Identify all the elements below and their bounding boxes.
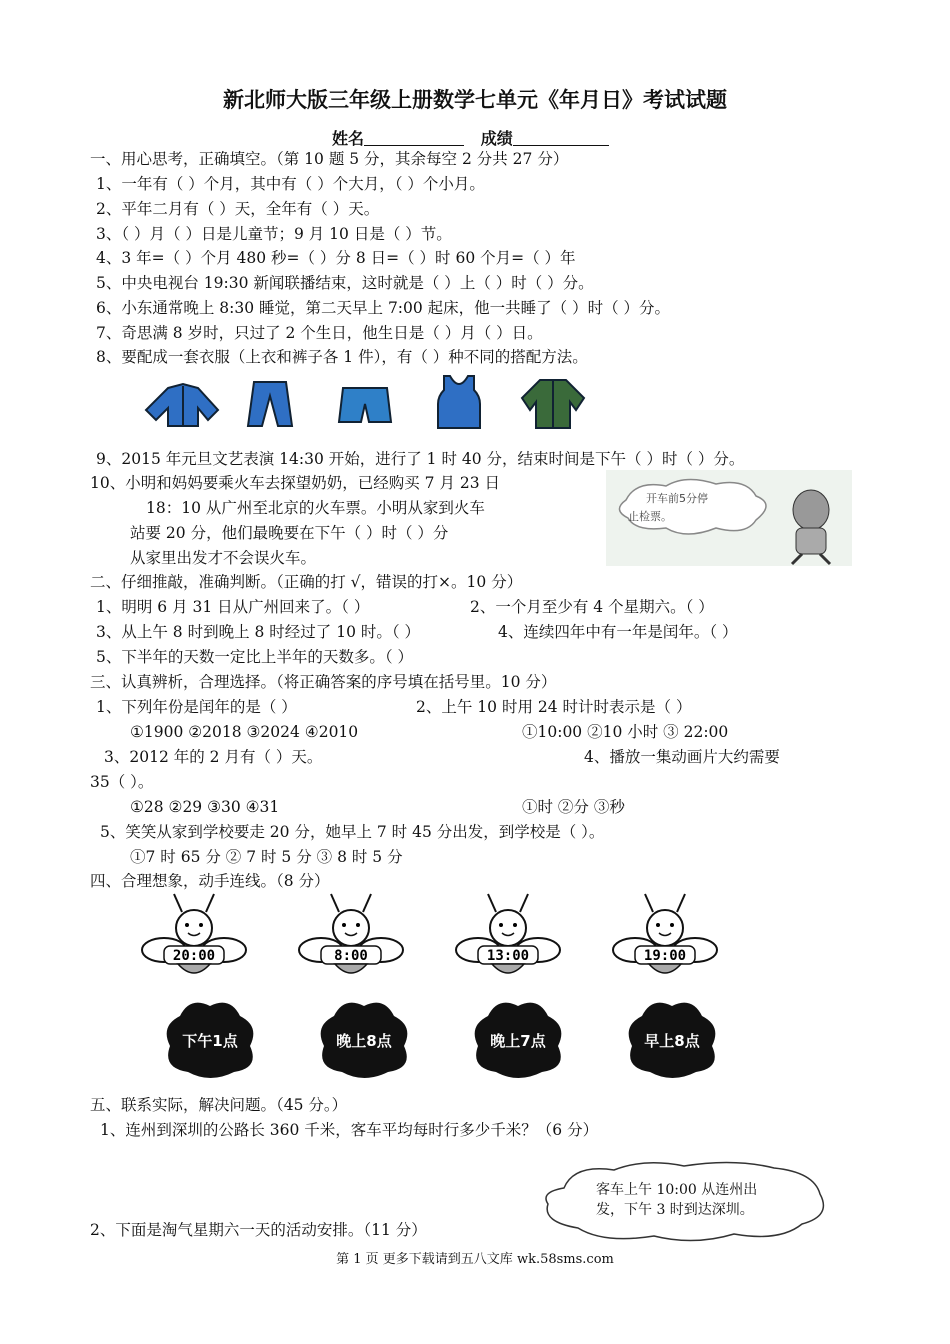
judge-question: 4、连续四年中有一年是闰年。（ ）: [498, 623, 738, 641]
bee-item: [456, 894, 560, 973]
section1-heading: 一、用心思考，正确填空。（第 10 题 5 分，其余每空 2 分共 27 分）: [90, 150, 569, 168]
bubble-line: 客车上午 10:00 从连州出: [596, 1182, 758, 1198]
question-cont: 18：10 从广州至北京的火车票。小明从家到火车: [146, 499, 485, 517]
vest-icon: [434, 374, 484, 430]
flower-item: [475, 1003, 562, 1078]
section2-heading: 二、仔细推敲，准确判断。（正确的打 √，错误的打×。10 分）: [90, 573, 523, 591]
question: 1、一年有（ ）个月，其中有（ ）个大月，（ ）个小月。: [96, 175, 485, 193]
bee-time-label: 8:00: [334, 948, 368, 964]
choice-question: 4、播放一集动画片大约需要: [584, 748, 780, 766]
problem-question: 1、连州到深圳的公路长 360 千米，客车平均每时行多少千米？（6 分）: [100, 1121, 599, 1139]
bee-item: [613, 894, 717, 973]
flower-time-label: 晚上8点: [336, 1032, 392, 1050]
flower-time-label: 晚上7点: [490, 1032, 546, 1050]
score-label: 成绩: [480, 129, 513, 148]
flower-item: [321, 1003, 408, 1078]
choice-question: 5、笑笑从家到学校要走 20 分，她早上 7 时 45 分出发，到学校是（ ）。: [100, 823, 605, 841]
choice-options: ①28 ②29 ③30 ④31: [130, 798, 280, 816]
section3-heading: 三、认真辨析，合理选择。（将正确答案的序号填在括号里。10 分）: [90, 673, 557, 691]
choice-question: 3、2012 年的 2 月有（ ）天。: [104, 748, 323, 766]
question: 9、2015 年元旦文艺表演 14:30 开始，进行了 1 时 40 分，结束时间是下午（ ）时（ ）分。: [96, 450, 745, 468]
bubble-line: 发，下午 3 时到达深圳。: [596, 1202, 754, 1218]
judge-question: 3、从上午 8 时到晚上 8 时经过了 10 时。（ ）: [96, 623, 421, 641]
question-cont: 站要 20 分，他们最晚要在下午（ ）时（ ）分: [130, 524, 449, 542]
jacket-icon: [138, 380, 228, 430]
page-title: 新北师大版三年级上册数学七单元《年月日》考试试题: [223, 88, 727, 112]
name-blank[interactable]: [364, 129, 464, 146]
question: 8、要配成一套衣服（上衣和裤子各 1 件），有（ ）种不同的搭配方法。: [96, 348, 588, 366]
score-blank[interactable]: [513, 129, 609, 146]
flower-row: [160, 996, 740, 1080]
problem-question: 2、下面是淘气星期六一天的活动安排。（11 分）: [90, 1221, 427, 1239]
question: 10、小明和妈妈要乘火车去探望奶奶，已经购买 7 月 23 日: [90, 474, 501, 492]
question: 6、小东通常晚上 8:30 睡觉，第二天早上 7:00 起床，他一共睡了（ ）时（ ）分。: [96, 299, 671, 317]
question: 2、平年二月有（ ）天，全年有（ ）天。: [96, 200, 380, 218]
choice-options: ①10:00 ②10 小时 ③ 22:00: [522, 723, 729, 741]
choice-question: 1、下列年份是闰年的是（ ）: [96, 698, 297, 716]
svg-text:止检票。: 止检票。: [628, 510, 672, 523]
page-footer: 第 1 页 更多下载请到五八文库 wk.58sms.com: [336, 1252, 614, 1267]
bee-item: [299, 894, 403, 973]
bee-row: [140, 890, 740, 980]
question: 7、奇思满 8 岁时，只过了 2 个生日，他生日是（ ）月（ ）日。: [96, 324, 543, 342]
shorts-icon: [335, 384, 395, 428]
ticket-sign-text: [646, 491, 708, 505]
question: 5、中央电视台 19:30 新闻联播结束，这时就是（ ）上（ ）时（ ）分。: [96, 274, 594, 292]
choice-question-cont: 35（ ）。: [90, 773, 154, 791]
bee-time-label: 13:00: [486, 948, 530, 964]
question-cont: 从家里出发才不会误火车。: [130, 549, 317, 567]
student-info-line: [332, 126, 609, 149]
bee-time-label: 20:00: [172, 948, 216, 964]
question: 3、（ ）月（ ）日是儿童节；9 月 10 日是（ ）节。: [96, 225, 452, 243]
flower-item: [629, 1003, 716, 1078]
judge-question: 5、下半年的天数一定比上半年的天数多。（ ）: [96, 648, 414, 666]
choice-options: ①时 ②分 ③秒: [522, 798, 625, 816]
choice-options: ①7 时 65 分 ② 7 时 5 分 ③ 8 时 5 分: [130, 848, 403, 866]
coat-icon: [518, 376, 588, 432]
bee-item: [142, 894, 246, 973]
flower-time-label: 下午1点: [182, 1032, 238, 1050]
choice-question: 2、上午 10 时用 24 时计时表示是（ ）: [416, 698, 692, 716]
judge-question: 2、一个月至少有 4 个星期六。（ ）: [470, 598, 714, 616]
judge-question: 1、明明 6 月 31 日从广州回来了。（ ）: [96, 598, 370, 616]
sign-line: 开车前5分停: [646, 492, 708, 505]
flower-time-label: 早上8点: [644, 1032, 700, 1050]
choice-options: ①1900 ②2018 ③2024 ④2010: [130, 723, 359, 741]
trousers-icon: [240, 378, 300, 430]
flower-item: [167, 1003, 254, 1078]
section4-heading: 四、合理想象，动手连线。（8 分）: [90, 872, 330, 890]
question: 4、3 年=（ ）个月 480 秒=（ ）分 8 日=（ ）时 60 个月=（ ）年: [96, 249, 576, 267]
ticket-check-illustration: [606, 470, 852, 566]
section5-heading: 五、联系实际，解决问题。（45 分。）: [90, 1096, 348, 1114]
bee-time-label: 19:00: [643, 948, 687, 964]
name-label: 姓名: [332, 129, 365, 148]
